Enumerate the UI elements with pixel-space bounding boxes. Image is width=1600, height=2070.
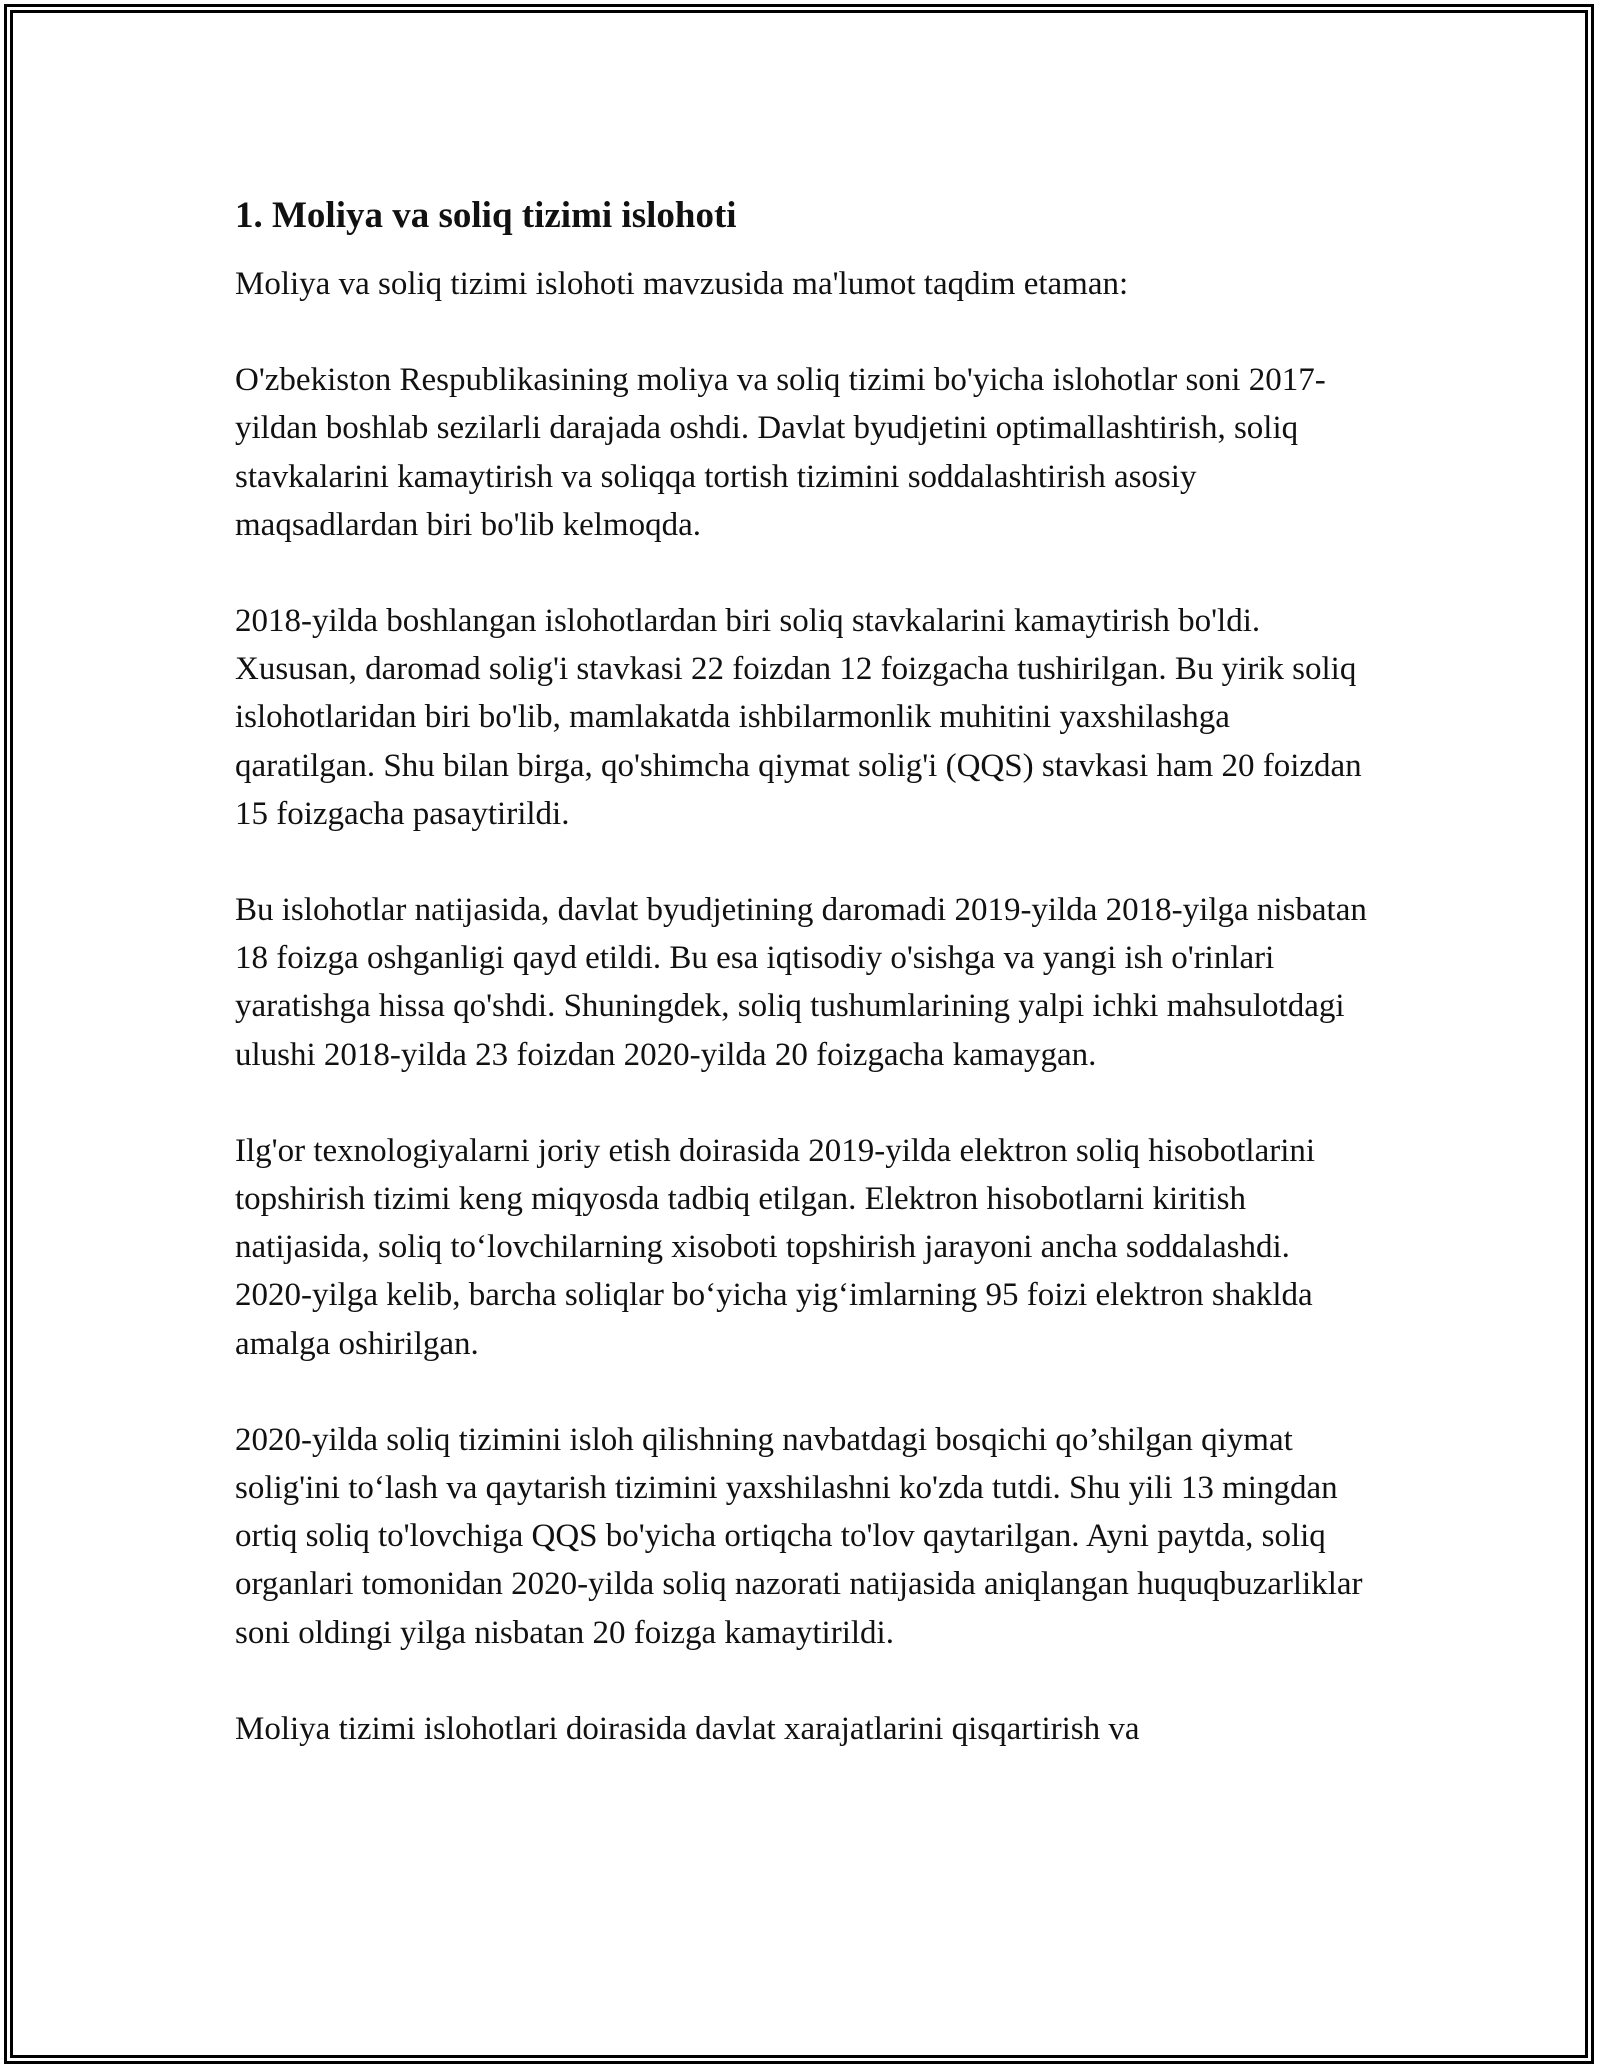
paragraph-electronic-reporting: Ilg'or texnologiyalarni joriy etish doirasida 2019-yilda elektron soliq hisobotlarini topshirish tizimi keng miqyosda tadbiq etilgan. Elektron hisobotlarni kiritish natijasida, soliq to‘lovchilarning xisoboti topshirish jarayoni ancha soddalashdi. 2020-yilga kelib, barcha soliqlar bo‘yicha yig‘imlarning 95 foizi elektron shaklda amalga oshirilgan. xyxy=(235,1132,1316,1362)
paragraph-spending-reforms: Moliya tizimi islohotlari doirasida davlat xarajatlarini qisqartirish va xyxy=(235,1710,1140,1747)
section-heading: 1. Moliya va soliq tizimi islohoti xyxy=(235,195,737,236)
paragraph-reforms-overview: O'zbekiston Respublikasining moliya va soliq tizimi bo'yicha islohotlar soni 2017-yildan boshlab sezilarli darajada oshdi. Davlat byudjetini optimallashtirish, soliq stavkalarini kamaytirish va soliqqa tortish tizimini soddalashtirish asosiy maqsadlardan biri bo'lib kelmoqda. xyxy=(235,362,1326,543)
paragraph-vat-refunds: 2020-yilda soliq tizimini isloh qilishning navbatdagi bosqichi qo’shilgan qiymat solig'ini to‘lash va qaytarish tizimini yaxshilashni ko'zda tutdi. Shu yili 13 mingdan ortiq soliq to'lovchiga QQS bo'yicha ortiqcha to'lov qaytarilgan. Ayni paytda, soliq organlari tomonidan 2020-yilda soliq nazorati natijasida aniqlangan huquqbuzarliklar soni oldingi yilga nisbatan 20 foizga kamaytirildi. xyxy=(235,1421,1363,1651)
intro-paragraph: Moliya va soliq tizimi islohoti mavzusida ma'lumot taqdim etaman: xyxy=(235,266,1129,302)
paragraph-budget-results: Bu islohotlar natijasida, davlat byudjetining daromadi 2019-yilda 2018-yilga nisbatan 18 foizga oshganligi qayd etildi. Bu esa iqtisodiy o'sishga va yangi ish o'rinlari yaratishga hissa qo'shdi. Shuningdek, soliq tushumlarining yalpi ichki mahsulotdagi ulushi 2018-yilda 23 foizdan 2020-yilda 20 foizgacha kamaygan. xyxy=(235,892,1367,1073)
paragraph-tax-rate-cuts: 2018-yilda boshlangan islohotlardan biri soliq stavkalarini kamaytirish bo'ldi. Xususan, daromad solig'i stavkasi 22 foizdan 12 foizgacha tushirilgan. Bu yirik soliq islohotlaridan biri bo'lib, mamlakatda ishbilarmonlik muhitini yaxshilashga qaratilgan. Shu bilan birga, qo'shimcha qiymat solig'i (QQS) stavkasi ham 20 foizdan 15 foizgacha pasaytirildi. xyxy=(235,603,1362,832)
document-body xyxy=(235,190,1375,1753)
